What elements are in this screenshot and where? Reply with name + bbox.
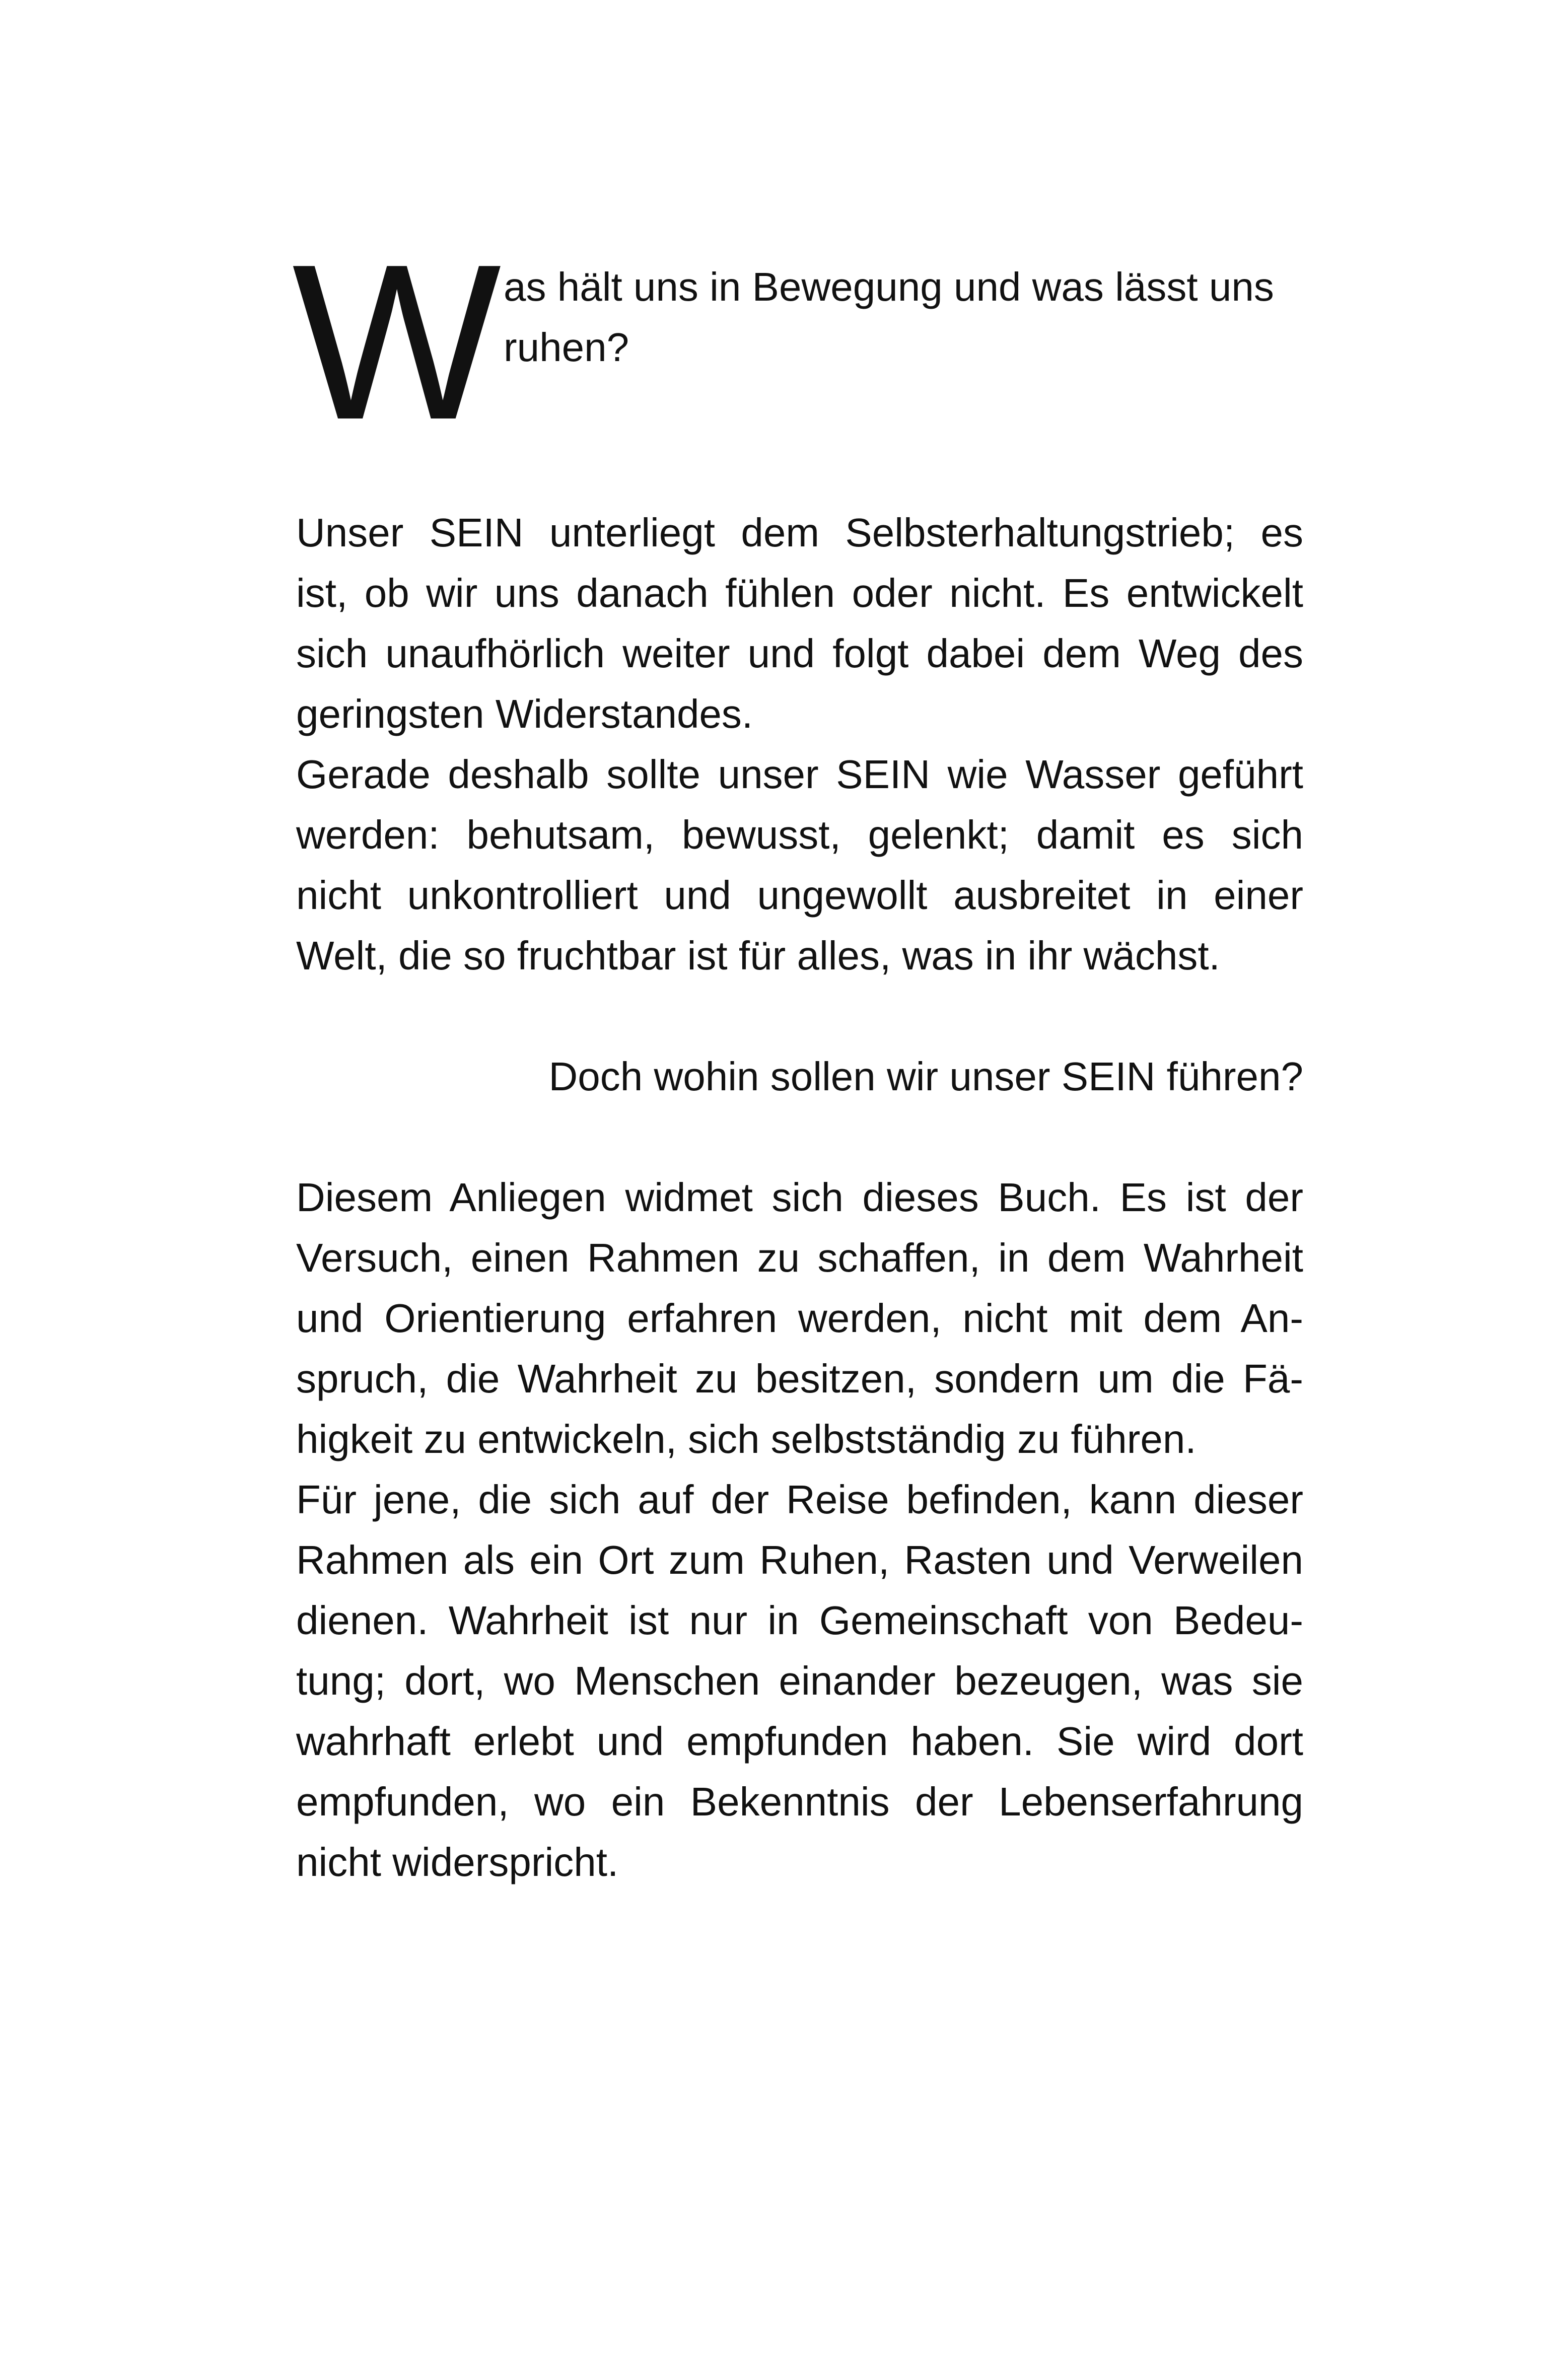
intro-line-2: ruhen? [504, 325, 629, 370]
paragraph-2-line: nicht widerspricht. [296, 1840, 619, 1884]
paragraph-1-line: Gerade deshalb sollte unser SEIN wie Wasser geführt [296, 752, 1303, 797]
paragraph-2-line: Rahmen als ein Ort zum Ruhen, Rasten und Verweilen [296, 1537, 1303, 1582]
paragraph-2-line: spruch, die Wahrheit zu besitzen, sondern um die Fä- [296, 1356, 1303, 1401]
drop-cap-letter: W [292, 219, 491, 466]
paragraph-2-line: higkeit zu entwickeln, sich selbstständig zu führen. [296, 1417, 1197, 1461]
paragraph-1-line: geringsten Widerstandes. [296, 691, 753, 736]
paragraph-1-line: sich unaufhörlich weiter und folgt dabei dem Weg des [296, 631, 1303, 676]
paragraph-2-line: Versuch, einen Rahmen zu schaffen, in dem Wahrheit [296, 1235, 1303, 1280]
paragraph-1-line: nicht unkontrolliert und ungewollt ausbreitet in einer [296, 873, 1303, 918]
intro-line-1: as hält uns in Bewegung und was lässt uns [504, 264, 1274, 309]
paragraph-2-line: und Orientierung erfahren werden, nicht mit dem An- [296, 1296, 1303, 1341]
paragraph-2-line: empfunden, wo ein Bekenntnis der Lebenserfahrung [296, 1779, 1303, 1824]
paragraph-2-line: Für jene, die sich auf der Reise befinden, kann dieser [296, 1477, 1303, 1522]
paragraph-1-line: Welt, die so fruchtbar ist für alles, was in ihr wächst. [296, 933, 1220, 978]
paragraph-1-line: Unser SEIN unterliegt dem Selbsterhaltungstrieb; es [296, 510, 1303, 555]
paragraph-2 [296, 1167, 1303, 1893]
paragraph-2-line: tung; dort, wo Menschen einander bezeugen, was sie [296, 1658, 1303, 1703]
paragraph-1-line: werden: behutsam, bewusst, gelenkt; damit es sich [296, 812, 1303, 857]
paragraph-1-line: ist, ob wir uns danach fühlen oder nicht. Es entwickelt [296, 571, 1303, 615]
paragraph-1 [296, 503, 1303, 986]
paragraph-2-line: dienen. Wahrheit ist nur in Gemeinschaft von Bedeu- [296, 1598, 1303, 1643]
paragraph-2-line: Diesem Anliegen widmet sich dieses Buch. Es ist der [296, 1175, 1303, 1220]
centered-question: Doch wohin sollen wir unser SEIN führen? [548, 1054, 1303, 1099]
paragraph-2-line: wahrhaft erlebt und empfunden haben. Sie wird dort [296, 1719, 1303, 1764]
